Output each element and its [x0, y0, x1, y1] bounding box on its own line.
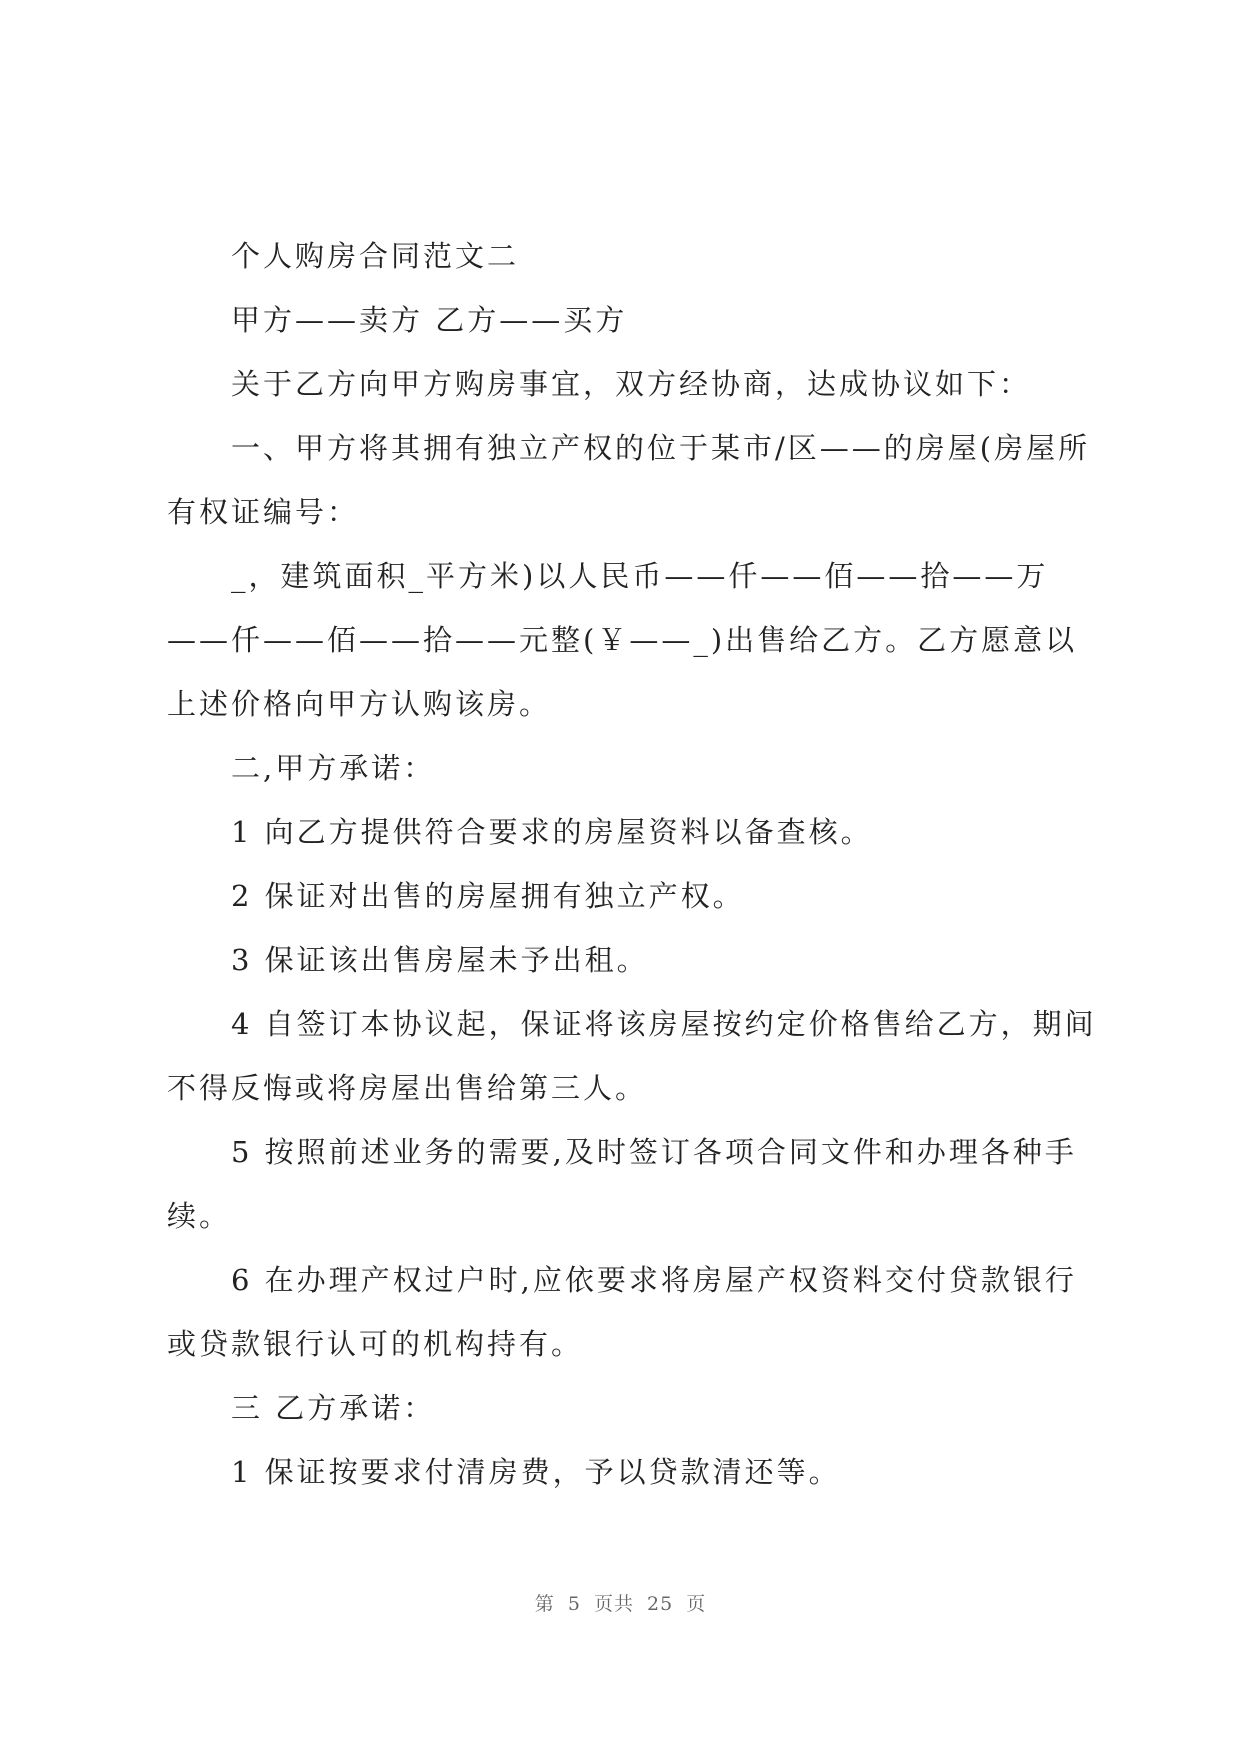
- seller-promise-5: 5 按照前述业务的需要,及时签订各项合同文件和办理各种手续。: [167, 1135, 1077, 1233]
- buyer-promise-1: 1 保证按要求付清房费，予以贷款清还等。: [231, 1455, 841, 1489]
- page-number-footer: 第 5 页共 25 页: [534, 1593, 707, 1615]
- document-title: 个人购房合同范文二: [231, 239, 520, 273]
- seller-promise-6: 6 在办理产权过户时,应依要求将房屋产权资料交付贷款银行或贷款银行认可的机构持有。: [167, 1263, 1077, 1361]
- clause-1-price: _，建筑面积_平方米)以人民币——仟——佰——拾——万——仟——佰——拾——元整(￥——_)出售给乙方。乙方愿意以上述价格向甲方认购该房。: [167, 559, 1078, 721]
- seller-promise-1: 1 向乙方提供符合要求的房屋资料以备查核。: [231, 815, 873, 849]
- seller-promise-2: 2 保证对出售的房屋拥有独立产权。: [231, 879, 745, 913]
- clause-1-property: 一、甲方将其拥有独立产权的位于某市/区——的房屋(房屋所有权证编号：: [167, 431, 1091, 529]
- document-body: [167, 224, 1097, 1504]
- parties-line: 甲方——卖方 乙方——买方: [231, 303, 628, 337]
- section-heading-buyer-promises: 三 乙方承诺：: [231, 1391, 436, 1425]
- seller-promise-4: 4 自签订本协议起，保证将该房屋按约定价格售给乙方，期间不得反悔或将房屋出售给第三人。: [167, 1007, 1097, 1105]
- section-heading-seller-promises: 二,甲方承诺：: [231, 751, 436, 785]
- intro-paragraph: 关于乙方向甲方购房事宜，双方经协商，达成协议如下：: [231, 367, 1032, 401]
- seller-promise-3: 3 保证该出售房屋未予出租。: [231, 943, 649, 977]
